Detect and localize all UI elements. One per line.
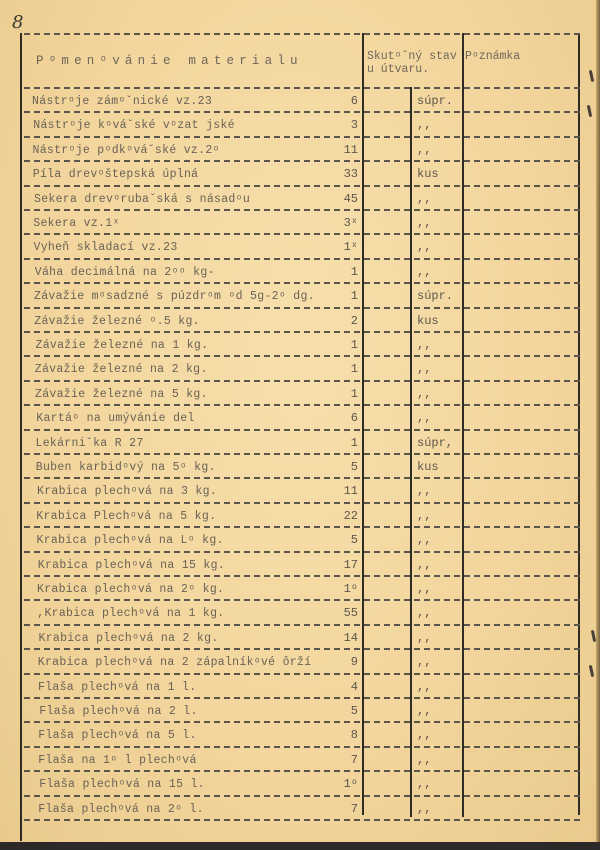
item-quantity: 1 — [350, 362, 358, 377]
row-rule — [24, 160, 580, 162]
item-quantity: 1ᵒ — [343, 777, 358, 792]
table-row — [20, 138, 580, 162]
row-rule — [24, 87, 580, 89]
row-rule — [24, 551, 580, 553]
table-row — [20, 357, 580, 381]
item-unit: ,, — [417, 679, 432, 694]
item-name: Flaša plechᵒvá na 2ᵒ l. — [38, 802, 204, 816]
header-note: Pᵒznámka — [465, 50, 521, 63]
item-quantity: 11 — [343, 142, 358, 157]
item-name: Sekera vz.1ˣ — [33, 217, 120, 230]
table-row — [20, 406, 580, 430]
table-row — [20, 748, 580, 772]
item-unit: ,, — [417, 752, 432, 767]
item-name: Lekárniˇka R 27 — [35, 436, 144, 450]
item-name: Závažie železné na 5 kg. — [35, 387, 208, 401]
table-row — [20, 675, 580, 699]
item-quantity: 9 — [350, 655, 358, 670]
item-unit: ,, — [417, 264, 432, 279]
table-row — [20, 601, 580, 625]
item-quantity: 55 — [343, 606, 358, 621]
item-unit: ,, — [417, 118, 432, 133]
table-row — [20, 650, 580, 674]
item-quantity: 7 — [350, 752, 358, 767]
item-unit: ,, — [417, 582, 432, 596]
page-number: 8 — [12, 12, 24, 33]
item-quantity: 14 — [343, 630, 358, 645]
item-quantity: 1ᵒ — [343, 582, 358, 596]
row-rule — [24, 282, 580, 284]
item-name: Krabica plechᵒvá na 15 kg. — [37, 558, 225, 572]
header-quantity: Skutᵒˇný stav u útvaru. — [367, 50, 457, 76]
row-rule — [24, 721, 580, 723]
item-quantity: 8 — [350, 728, 358, 743]
row-rule — [24, 209, 580, 211]
item-unit: ,, — [417, 362, 432, 377]
row-rule — [24, 258, 580, 260]
table-row — [20, 260, 580, 284]
item-name: Váha decimálná na 2ᵒᵒ kg- — [34, 265, 215, 279]
item-unit: kus — [417, 167, 439, 182]
item-quantity: 33 — [343, 167, 358, 182]
item-name: Píla drevᵒštepská úplná — [32, 168, 199, 182]
item-name: Flaša plechᵒvá na 15 l. — [39, 778, 205, 792]
row-rule — [24, 307, 580, 309]
row-rule — [24, 453, 580, 455]
item-unit: ,, — [417, 655, 432, 670]
item-quantity: 6 — [350, 411, 358, 426]
table-row — [20, 699, 580, 723]
row-rule — [24, 136, 580, 138]
row-rule — [24, 502, 580, 504]
item-unit: ,, — [417, 801, 432, 816]
item-unit: ,, — [417, 191, 432, 206]
item-unit: ,, — [417, 704, 432, 718]
row-rule — [24, 111, 580, 113]
table-row — [20, 772, 580, 796]
table-row — [20, 626, 580, 650]
item-name: Krabica plechᵒvá na 2 zápalníkᵒvé ôrží — [37, 656, 312, 670]
item-name: Sekera drevᵒrubaˇská s násadᵒu — [34, 192, 251, 206]
table-row — [20, 309, 580, 333]
item-name: Závažie železné na 1 kg. — [35, 339, 209, 352]
page-edge — [596, 0, 600, 850]
row-rule — [24, 575, 580, 577]
page-bottom-edge — [0, 842, 600, 850]
item-name: Krabica plechᵒvá na 2ᵒ kg. — [37, 583, 225, 596]
table-row — [20, 333, 580, 357]
item-name: Flaša plechᵒvá na 2 l. — [39, 705, 198, 718]
item-name: Nástrᵒje kᵒváˇské vᵒzat jské — [33, 119, 235, 133]
table-row — [20, 553, 580, 577]
item-unit: ,, — [417, 386, 432, 401]
item-unit: ,, — [417, 533, 432, 548]
item-quantity: 22 — [343, 508, 358, 523]
item-quantity: 6 — [350, 94, 358, 108]
row-rule — [24, 697, 580, 699]
table-row — [20, 504, 580, 528]
row-rule — [24, 185, 580, 187]
item-unit: ,, — [417, 557, 432, 572]
item-quantity: 7 — [350, 801, 358, 816]
item-name: Krabica Plechᵒvá na 5 kg. — [36, 509, 217, 523]
table-header — [20, 30, 580, 88]
table-row — [20, 431, 580, 455]
item-quantity: 5 — [350, 460, 358, 474]
item-quantity: 3ˣ — [343, 216, 358, 230]
item-name: Krabica plechᵒvá na 3 kg. — [37, 485, 218, 499]
item-name: Flaša plechᵒvá na 5 l. — [38, 729, 197, 743]
item-quantity: 2 — [350, 313, 358, 328]
row-rule — [24, 795, 580, 797]
item-name: Závažie železné na 2 kg. — [34, 363, 208, 377]
header-name: Pᵒmenᵒvánie materialu — [36, 54, 303, 68]
item-unit: kus — [417, 313, 439, 328]
table-bottom-rule — [24, 819, 580, 821]
item-name: Flaša na 1ᵒ l plechᵒvá — [38, 753, 197, 767]
item-name: Kartáᵒ na umývánie del — [36, 412, 195, 426]
item-quantity: 5 — [350, 704, 358, 718]
item-unit: ,, — [417, 484, 432, 499]
item-quantity: 4 — [350, 679, 358, 694]
item-name: Nástrᵒje zámᵒˇnické vz.23 — [32, 95, 213, 108]
item-quantity: 1 — [350, 264, 358, 279]
item-quantity: 3 — [350, 118, 358, 133]
item-name: Krabica plechᵒvá na 2 kg. — [38, 631, 219, 645]
item-name: Buben karbidᵒvý na 5ᵒ kg. — [35, 461, 216, 474]
table-row — [20, 723, 580, 747]
table-row — [20, 162, 580, 186]
item-quantity: 11 — [343, 484, 358, 499]
item-unit: súpr. — [417, 289, 454, 304]
table-row — [20, 113, 580, 137]
item-name: Krabica plechᵒvá na Lᵒ kg. — [36, 534, 224, 548]
item-unit: ,, — [417, 240, 432, 255]
item-quantity: 45 — [343, 191, 358, 206]
row-rule — [24, 404, 580, 406]
item-name: Nástrᵒje pᵒdkᵒváˇské vz.2ᵒ — [32, 143, 220, 157]
row-rule — [24, 599, 580, 601]
table-row — [20, 235, 580, 259]
item-unit: ,, — [417, 630, 432, 645]
table-row — [20, 187, 580, 211]
row-rule — [24, 673, 580, 675]
item-unit: ,, — [417, 508, 432, 523]
item-name: Vyheň skladací vz.23 — [33, 241, 178, 255]
item-quantity: 1 — [350, 435, 358, 450]
item-unit: ,, — [417, 728, 432, 743]
item-quantity: 1 — [350, 338, 358, 352]
item-name: Flaša plechᵒvá na 1 l. — [38, 680, 197, 694]
item-quantity: 1 — [350, 289, 358, 304]
item-unit: ,, — [417, 338, 432, 352]
row-rule — [24, 746, 580, 748]
table-row — [20, 528, 580, 552]
table-row — [20, 455, 580, 479]
item-name: Závažie mᵒsadzné s púzdrᵒm ᵒd 5g-2ᵒ dg. — [34, 290, 315, 304]
row-rule — [24, 648, 580, 650]
table-row — [20, 479, 580, 503]
row-rule — [24, 770, 580, 772]
item-quantity: 17 — [343, 557, 358, 572]
item-unit: ,, — [417, 606, 432, 621]
item-unit: ,, — [417, 411, 432, 426]
table-row — [20, 284, 580, 308]
item-name: Závažie železné ᵒ.5 kg. — [34, 314, 200, 328]
item-unit: súpr. — [417, 94, 454, 108]
item-unit: kus — [417, 460, 439, 474]
row-rule — [24, 429, 580, 431]
item-unit: ,, — [417, 142, 432, 157]
item-unit: súpr, — [417, 435, 454, 450]
row-rule — [24, 526, 580, 528]
item-quantity: 1ˣ — [343, 240, 358, 255]
table-row — [20, 211, 580, 235]
table-row — [20, 797, 580, 821]
row-rule — [24, 355, 580, 357]
table-row — [20, 89, 580, 113]
row-rule — [24, 380, 580, 382]
item-unit: ,, — [417, 777, 432, 792]
row-rule — [24, 331, 580, 333]
row-rule — [24, 233, 580, 235]
item-unit: ,, — [417, 216, 432, 230]
item-quantity: 1 — [350, 386, 358, 401]
item-quantity: 5 — [350, 533, 358, 548]
table-row — [20, 577, 580, 601]
table-row — [20, 382, 580, 406]
row-rule — [24, 477, 580, 479]
item-name: ,Krabica plechᵒvá na 1 kg. — [37, 607, 225, 621]
row-rule — [24, 624, 580, 626]
